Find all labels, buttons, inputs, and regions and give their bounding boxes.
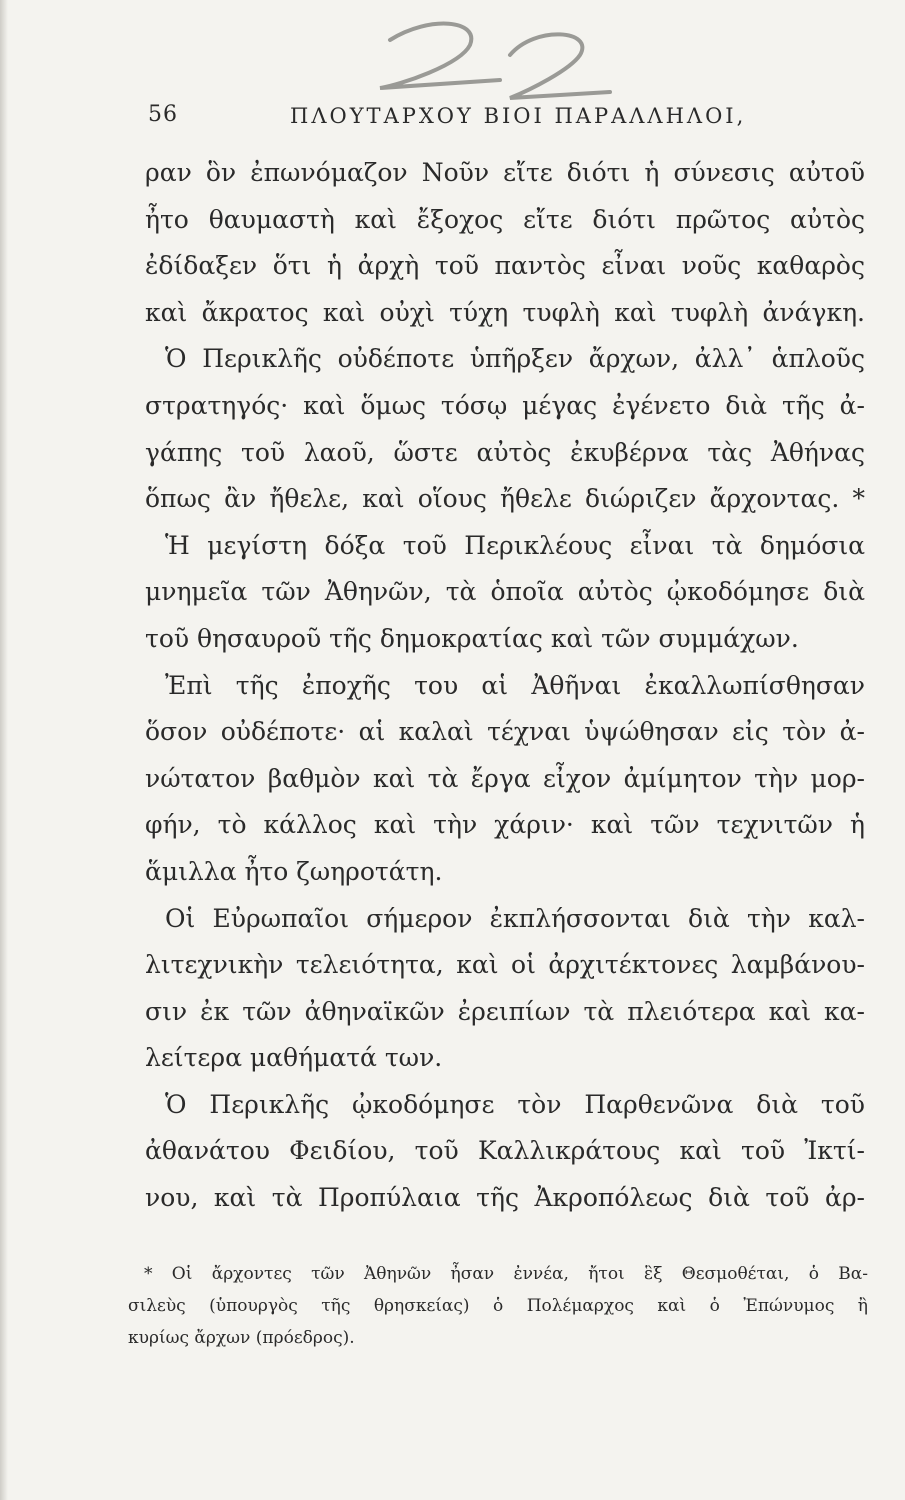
text-line: σιν ἐκ τῶν ἀθηναϊκῶν ἐρειπίων τὰ πλειότερα καὶ κα- bbox=[145, 996, 865, 1026]
text-line: λείτερα μαθήματά των. bbox=[145, 1043, 443, 1073]
footnote bbox=[128, 1258, 868, 1354]
text-line: καὶ ἄκρατος καὶ οὐχὶ τύχη τυφλὴ καὶ τυφλὴ ἀνάγκη. bbox=[145, 297, 865, 327]
text-line: ραν ὃν ἐπωνόμαζον Νοῦν εἴτε διότι ἡ σύνεσις αὐτοῦ bbox=[145, 158, 865, 187]
text-line: νώτατον βαθμὸν καὶ τὰ ἔργα εἶχον ἀμίμητον τὴν μορ- bbox=[145, 763, 865, 793]
running-head: ΠΛΟΥΤΑΡΧΟΥ ΒΙΟΙ ΠΑΡΑΛΛΗΛΟΙ, bbox=[290, 104, 747, 128]
text-line: Ὁ Περικλῆς οὐδέποτε ὑπῆρξεν ἄρχων, ἀλλ᾽ ἁπλοῦς bbox=[165, 344, 865, 374]
page-header bbox=[148, 100, 848, 140]
text-line: ἀθανάτου Φειδίου, τοῦ Καλλικράτους καὶ τοῦ Ἰκτί- bbox=[145, 1136, 865, 1166]
text-line: Ἐπὶ τῆς ἐποχῆς του αἱ Ἀθῆναι ἐκαλλωπίσθησαν bbox=[165, 670, 865, 700]
text-line: ἦτο θαυμαστὴ καὶ ἔξοχος εἴτε διότι πρῶτος αὐτὸς bbox=[145, 204, 865, 234]
text-line: λιτεχνικὴν τελειότητα, καὶ οἱ ἀρχιτέκτονες λαμβάνου- bbox=[145, 950, 865, 980]
footnote-line: σιλεὺς (ὑπουργὸς τῆς θρησκείας) ὁ Πολέμαρχος καὶ ὁ Ἐπώνυμος ἢ bbox=[128, 1296, 868, 1316]
text-line: Ἡ μεγίστη δόξα τοῦ Περικλέους εἶναι τὰ δημόσια bbox=[165, 530, 865, 560]
text-line: ὅσον οὐδέποτε· αἱ καλαὶ τέχναι ὑψώθησαν εἰς τὸν ἀ- bbox=[145, 717, 865, 747]
footnote-line: * Οἱ ἄρχοντες τῶν Ἀθηνῶν ἦσαν ἐννέα, ἤτοι ἓξ Θεσμοθέται, ὁ Βα- bbox=[144, 1264, 868, 1284]
text-line: νου, καὶ τὰ Προπύλαια τῆς Ἀκροπόλεως διὰ τοῦ ἀρ- bbox=[145, 1183, 865, 1213]
text-line: μνημεῖα τῶν Ἀθηνῶν, τὰ ὁποῖα αὐτὸς ᾠκοδόμησε διὰ bbox=[145, 577, 865, 607]
text-line: ἅμιλλα ἦτο ζωηροτάτη. bbox=[145, 856, 443, 886]
text-line: γάπης τοῦ λαοῦ, ὥστε αὐτὸς ἐκυβέρνα τὰς Ἀθήνας bbox=[145, 437, 865, 467]
body-text bbox=[145, 150, 865, 1222]
text-line: στρατηγός· καὶ ὅμως τόσῳ μέγας ἐγένετο διὰ τῆς ἀ- bbox=[145, 390, 865, 420]
footnote-line: κυρίως ἄρχων (πρόεδρος). bbox=[128, 1328, 355, 1348]
text-line: Ὁ Περικλῆς ᾠκοδόμησε τὸν Παρθενῶνα διὰ τοῦ bbox=[165, 1089, 865, 1119]
text-line: φήν, τὸ κάλλος καὶ τὴν χάριν· καὶ τῶν τεχνιτῶν ἡ bbox=[145, 810, 865, 840]
handwritten-pencil-scribble bbox=[360, 10, 620, 110]
text-line: τοῦ θησαυροῦ τῆς δημοκρατίας καὶ τῶν συμμάχων. bbox=[145, 623, 799, 653]
text-line: Οἱ Εὐρωπαῖοι σήμερον ἐκπλήσσονται διὰ τὴν καλ- bbox=[165, 903, 865, 933]
scan-edge-shadow bbox=[0, 0, 8, 1500]
page-number: 56 bbox=[148, 102, 178, 127]
text-line: ὅπως ἂν ἤθελε, καὶ οἵους ἤθελε διώριζεν ἄρχοντας. * bbox=[145, 484, 865, 514]
text-line: ἐδίδαξεν ὅτι ἡ ἀρχὴ τοῦ παντὸς εἶναι νοῦς καθαρὸς bbox=[145, 251, 865, 281]
